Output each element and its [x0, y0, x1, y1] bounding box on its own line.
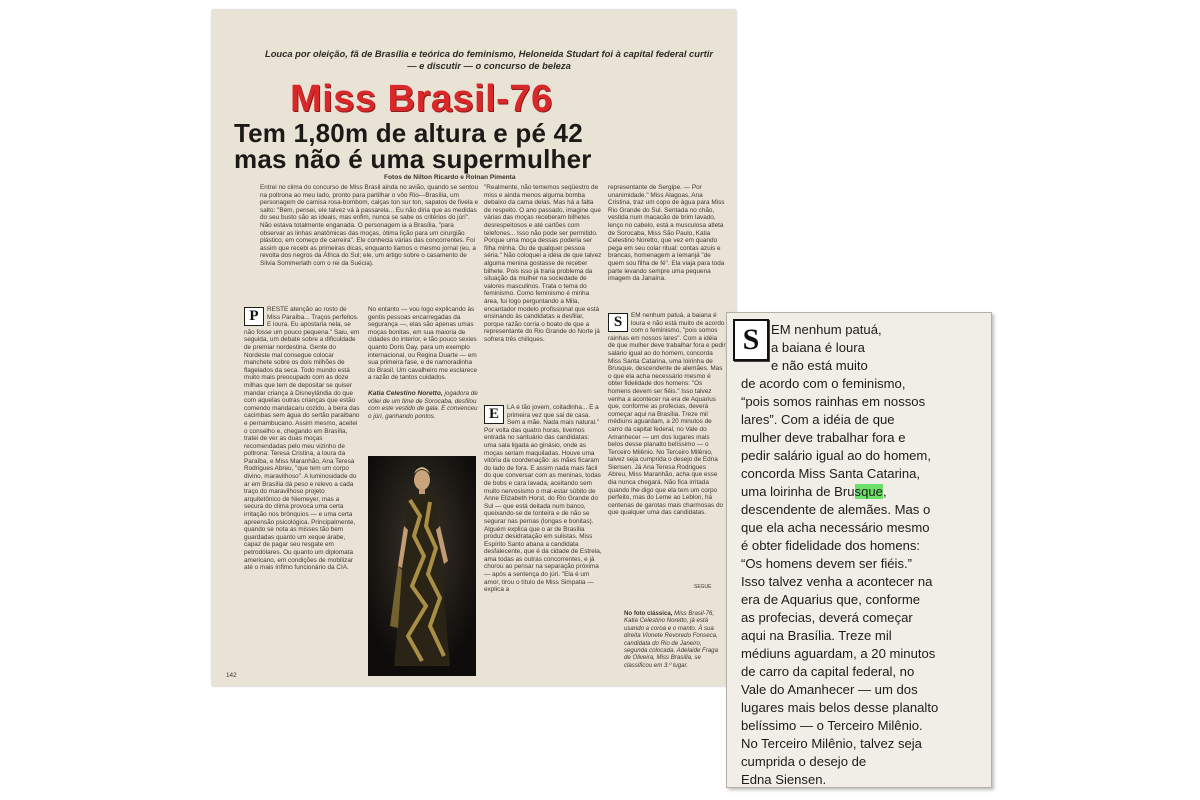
zoom-line-pre: uma loirinha de Bru: [741, 484, 855, 499]
zoom-drop-cap: S: [733, 319, 769, 361]
column-4-top: [608, 184, 726, 312]
zoom-line: [741, 484, 887, 499]
column-1: [244, 306, 360, 666]
zoom-line: Vale do Amanhecer — um dos: [741, 682, 918, 697]
zoom-line: mulher deve trabalhar fora e: [741, 430, 906, 445]
zoom-line: descendente de alemães. Mas o: [741, 502, 931, 517]
column-1-text: RESTE atenção ao rosto de Miss Paraíba... Traços perfeitos. E loura. Eu apostaria nela, se não fosse um pouco pequena." Saiu, em seguida, um debate sobre a dificuldade de premiar nordestina. Gente do Nordeste mal consegue colocar manchete sobre os dois milhões de flagelados da seca. Todo mundo está muito mais preocupado com as doze milhas que tem de depositar se quiser mandar criança à Disneylândia do que com aquelas outras crianças que estão comendo mandacaru cozido, à beira das cacimbas sem água do sertão paraibano e pernambucano. Assim mesmo, aceitei o conselho e, chegando em Brasília, tratei de ver as duas moças recomendadas pelo meu vizinho de poltrona: Teresa Cristina, a loura da Paraíba, e Miss Maranhão, Ana Teresa Rodrigues Abreu, "que tem um corpo divino, maravilhoso". A luminosidade do ar em Brasília dá peso e relevo a cada traço do maravilhoso projeto arquitetônico de Niemeyer, mas a secura do clima provoca uma certa irritação nos brônquios — e uma certa apreensão psicológica. Principalmente, quando se nota as misses tão bem guardadas quanto um xeque árabe, capaz de pagar seu resgate em petrodólares. Ou quanto um diplomata americano, em condições de mobilizar até o mais ínfimo funcionário da CIA.: [244, 306, 360, 572]
article-kicker: Louca por oleição, fã de Brasília e teórica do feminismo, Heloneida Studart foi à capital federal curtir — e discutir — o concurso de beleza: [264, 48, 714, 71]
column-3-top-text: "Realmente, não tememos seqüestro de miss e ainda menos alguma bomba debaixo da cama delas. Mas há a falta de respeito. O ano passado, imagine que várias das moças receberam bilhetes desrespeitosos e até cartões com telefones... Isso não pode ser permitido. Porque uma moça dessas poderia ser filha minha. Ou de qualquer pessoa séria." Não coloquei a idéia de que talvez alguma menina gostasse de receber bilhete. Pois isso já traria problema da situação da mulher na sociedade de valores masculinos. Trata o tema do feminismo. Como feminismo é minha área, fui logo perguntando a Mila, encantador modelo profissional que está ensinando às candidatas a desfilar, porque razão corria o boato de que a representante do Rio Grande do Norte já sofrera três chiliques.: [484, 184, 602, 343]
article-headline: Miss Brasil-76: [290, 78, 553, 120]
zoom-line: Isso talvez venha a acontecer na: [741, 574, 933, 589]
classic-photo-caption-text: Miss Brasil-76, Katia Celestino Noretto, já está usando a coroa e o manto. À sua direita Vionete Revoredo Fonseca, candidata do Rio de Janeiro, segunda colocada. Adelaide Fraga de Oliveira, Miss Brasília, se classificou em 3.º lugar.: [624, 610, 718, 669]
column-4-top-text: representante de Sergipe. — Por unanimidade." Miss Alagoas, Ana Cristina, traz um copo de água para Miss Rio Grande do Sul. Sentada no chão, vestida num macacão de brim lavado, lenço no cabelo, está a musculosa atleta de Sorocaba, Miss São Paulo, Katia Celestino Noretto, que vez em quando pega em seu colar ritual: contas azuis e brancas, homenagem a Iemanjá "de quem sou filha de fé". Ela viaja para toda parte levando sempre uma pequena imagem da Janaína.: [608, 184, 725, 283]
zoom-line: concorda Miss Santa Catarina,: [741, 466, 921, 481]
intro-paragraph: [260, 184, 480, 302]
zoom-text: [741, 321, 987, 788]
zoom-line: era de Aquarius que, conforme: [741, 592, 921, 607]
article-subhead-line1: Tem 1,80m de altura e pé 42: [234, 118, 583, 148]
zoom-line: No Terceiro Milênio, talvez seja: [741, 736, 922, 751]
zoom-line: “Os homens devem ser fiéis.”: [741, 556, 912, 571]
zoom-line: e não está muito: [771, 358, 868, 373]
column-4-bottom-text: EM nenhum patuá, a baiana é loura e não está muito de acordo com o feminismo, "pois somos rainhas em nossos lares". Com a idéia de que mulher deve trabalhar fora e pedir salário igual ao do homem, concorda Miss Santa Catarina, uma loirinha de Brusque, descendente de alemães. Mas o que ela acha necessário mesmo é obter fidelidade dos homens: "Os homens devem ser fiéis." Isso talvez venha a acontecer na era de Aquarius que, conforme as profecias, deverá começar aqui na Brasília. Treze mil médiuns aguardam, a 20 minutos de carro da capital federal, no Vale do Amanhecer — um dos lugares mais belos desse planalto belíssimo — o Terceiro Milênio. No Terceiro Milênio, talvez seja cumprida o desejo de Edna Siensen. Já Ana Teresa Rodrigues Abreu, Miss Maranhão, acha que esse dia nunca chegará. Não fica irritada quando lhe digo que ela tem um corpo perfeito, mas do Leme ao Leblon, há centenas de garotas mais charmosas do que qualquer uma das candidatas.: [608, 312, 726, 517]
classic-photo-caption-title: No foto clássica,: [624, 610, 673, 617]
page-number: 142: [226, 672, 237, 679]
zoom-line: EM nenhum patuá,: [771, 322, 882, 337]
column-3-bottom-text: LA é tão jovem, coitadinha... É a primeira vez que sai de casa. Sem a mãe. Nada mais natural." Por volta das quatro horas, tivemos entrada no santuário das candidatas: uma sala ligada ao ginásio, onde as moças seriam maquiladas. Houve uma vitória da coordenação: as mães ficaram do lado de fora. E assim nada mais fácil do que conversar com as meninas, todas de bobs e cara lavada, aceitando sem muito nervosismo o mal-estar súbito de Anne Elizabeth Horst, do Rio Grande do Sul — que está deitada num banco, queixando-se de tonteira e de não se segurar nas pernas (longas e bonitas). Alguém explica que o ar de Brasília produz desidratação em sulistas. Miss Espírito Santo abana a candidata desfalecente, que é da cidade de Estrela, ama todas as outras concorrentes, e já chorou ao pensar na separação próxima — após a sentença do júri. "Ela é um amor, tirou o título de Miss Simpatia — explica a: [484, 404, 602, 594]
zoom-line: a baiana é loura: [771, 340, 865, 355]
zoom-line: é obter fidelidade dos homens:: [741, 538, 921, 553]
zoom-line: médiuns aguardam, a 20 minutos: [741, 646, 936, 661]
zoom-line: as profecias, deverá começar: [741, 610, 913, 625]
drop-cap-p: P: [244, 307, 264, 326]
article-subhead-line2: mas não é uma supermulher: [234, 144, 592, 174]
column-4-bottom: [608, 312, 726, 584]
evening-gown-figure: [368, 456, 476, 676]
photo-caption-text: jogadora de vôlei de um time de Sorocaba, desfilou com este vestido de gala. E convenceu o júri, ganhando pontos.: [368, 390, 478, 420]
photo-credits: Fotos de Nilton Ricardo e Rolnan Pimenta: [384, 174, 516, 181]
miss-brasil-photo: [368, 456, 476, 676]
column-2-text: No entanto — vou logo explicando às gentis pessoas encarregadas da segurança —, elas são apenas umas moças bonitas, em sua maioria de cidades do interior, e tão pouco sexies quanto Doris Day, para um exemplo internacional, ou Regina Duarte — em sua primeira fase, e de namoradinha do Brasil. Um cavalheiro me esclarece a razão de tantos cuidados.: [368, 306, 478, 382]
zoomed-excerpt: [726, 312, 992, 788]
drop-cap-e: E: [484, 405, 504, 424]
photo-caption: [368, 390, 478, 420]
intro-text: Entrei no clima do concurso de Miss Brasil ainda no avião, quando se sentou na poltrona ao meu lado, pronto para partilhar o vôo Rio—Brasília, um personagem de camisa rosa-bombom, calças ton sur ton, sapatos de fivela e salto: "Bem, pensei, ele talvez vá à passarela... Eu não diria que as medidas do seu busto são as ideais, mas enfim, nunca se sabe os critérios do júri". Não estava totalmente enganada. O personagem ia a Brasília, "para observar as linhas anatômicas das moças, ótima lição para um cirurgião plástico, em começo de carreira". Ele conhecia várias das concorrentes. Foi assim que recebi as primeiras dicas, enquanto líamos o mesmo jornal (eu, a revolta dos negros da África do Sul; ele, um artigo sobre o casamento de Silvia Sommerlath com o rei da Suécia).: [260, 184, 479, 267]
column-3-bottom: [484, 404, 602, 676]
continued-text: SEGUE: [694, 584, 712, 590]
zoom-line: cumprida o desejo de: [741, 754, 867, 769]
zoom-line: Edna Siensen.: [741, 772, 827, 787]
column-2: [368, 306, 480, 388]
zoom-line: que ela acha necessário mesmo: [741, 520, 930, 535]
zoom-line: lugares mais belos desse planalto: [741, 700, 939, 715]
zoom-line: pedir salário igual ao do homem,: [741, 448, 931, 463]
continued-marker: [694, 584, 728, 594]
column-3-top: [484, 184, 602, 404]
drop-cap-s: S: [608, 313, 628, 332]
zoom-line: de carro da capital federal, no: [741, 664, 915, 679]
zoom-line: belíssimo — o Terceiro Milênio.: [741, 718, 923, 733]
magazine-page: [212, 10, 736, 686]
zoom-line-post: ,: [882, 484, 887, 499]
highlighted-word: sque: [854, 484, 883, 499]
classic-photo-caption: [624, 610, 726, 669]
zoom-line: de acordo com o feminismo,: [741, 376, 906, 391]
zoom-line: “pois somos rainhas em nossos: [741, 394, 926, 409]
zoom-line: aqui na Brasília. Treze mil: [741, 628, 892, 643]
photo-caption-title: Katia Celestino Noretto,: [368, 390, 443, 397]
zoom-line: lares”. Com a idéia de que: [741, 412, 895, 427]
